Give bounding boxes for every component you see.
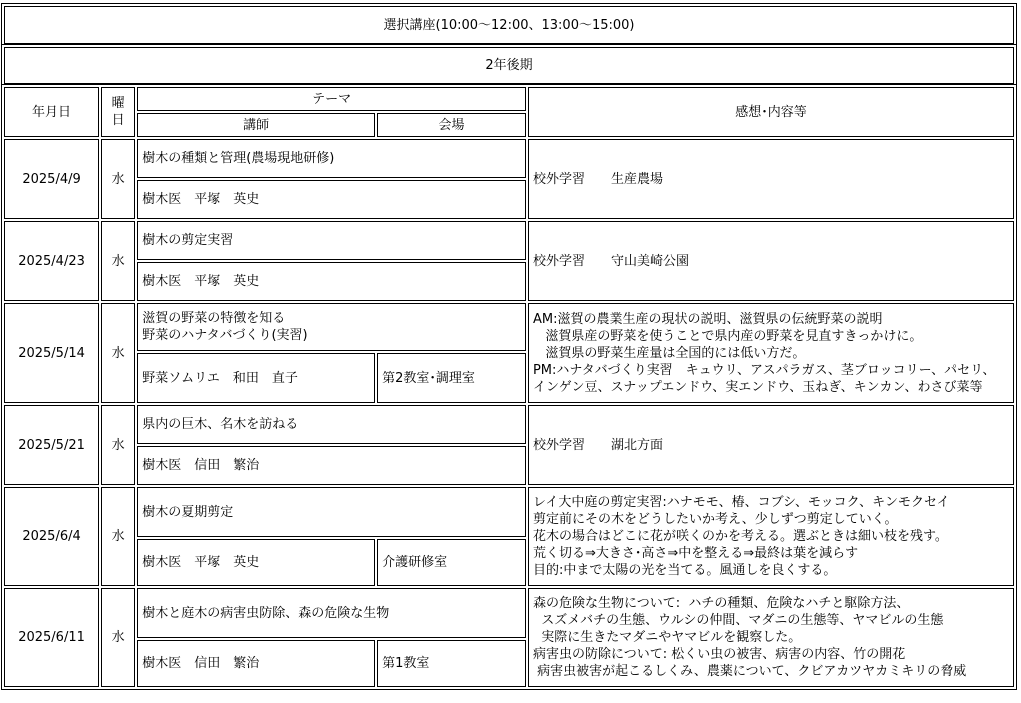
row-date: 2025/5/21 [4,405,99,485]
row-venue: 第1教室 [377,640,526,687]
title-table [1,3,1017,47]
header-theme: テーマ [137,87,526,111]
term-table [1,44,1017,87]
row-day: 水 [101,487,135,586]
row-notes: 校外学習 生産農場 [528,139,1014,219]
row-date: 2025/4/23 [4,221,99,301]
row-theme: 県内の巨木、名木を訪ねる [137,405,526,444]
header-lecturer: 講師 [137,113,375,137]
row-notes: 校外学習 湖北方面 [528,405,1014,485]
row-day: 水 [101,588,135,687]
row-notes: 校外学習 守山美崎公園 [528,221,1014,301]
row-theme: 樹木の種類と管理(農場現地研修) [137,139,526,178]
row-theme: 樹木の剪定実習 [137,221,526,260]
row-day: 水 [101,139,135,219]
table-row [4,588,1014,638]
table-row [4,303,1014,351]
row-lecturer: 樹木医 信田 繁治 [137,446,526,485]
row-lecturer: 野菜ソムリエ 和田 直子 [137,353,375,403]
row-lecturer: 樹木医 平塚 英史 [137,180,526,219]
row-notes: AM:滋賀の農業生産の現状の説明、滋賀県の伝統野菜の説明 滋賀県産の野菜を使うことで県内産の野菜を見直すきっかけに。 滋賀県の野菜生産量は全国的には低い方だ。 PM:ハナタバづくり実習 キュウリ、アスパラガス、茎ブロッコリー、パセリ、 インゲン豆、スナップエンドウ、実エンドウ、玉ねぎ、キンカン、わさび菜等 [528,303,1014,403]
table-row [4,139,1014,178]
row-lecturer: 樹木医 信田 繁治 [137,640,375,687]
header-notes: 感想･内容等 [528,87,1014,137]
row-lecturer: 樹木医 平塚 英史 [137,262,526,301]
row-date: 2025/6/4 [4,487,99,586]
table-row [4,221,1014,260]
row-day: 水 [101,221,135,301]
row-day: 水 [101,405,135,485]
row-date: 2025/6/11 [4,588,99,687]
row-theme: 樹木の夏期剪定 [137,487,526,537]
schedule-table [1,84,1017,690]
table-row [4,487,1014,537]
row-venue: 介護研修室 [377,539,526,586]
row-date: 2025/4/9 [4,139,99,219]
row-date: 2025/5/14 [4,303,99,403]
row-day: 水 [101,303,135,403]
row-venue: 第2教室･調理室 [377,353,526,403]
header-venue: 会場 [377,113,526,137]
row-notes: 森の危険な生物について: ハチの種類、危険なハチと駆除方法、 スズメバチの生態、ウルシの仲間、マダニの生態等、ヤマビルの生態 実際に生きたマダニやヤマビルを観察した。 病害虫の防除について: 松くい虫の被害、病害の内容、竹の開花 病害虫被害が起こるしくみ、農薬について、クビアカツヤカミキリの脅威 [528,588,1014,687]
table-row [4,405,1014,444]
term-label: 2年後期 [4,47,1014,84]
header-date: 年月日 [4,87,99,137]
header-day: 曜日 [101,87,135,137]
header-row [4,87,1014,111]
row-theme: 滋賀の野菜の特徴を知る 野菜のハナタバづくり(実習) [137,303,526,351]
row-notes: レイ大中庭の剪定実習:ハナモモ、椿、コブシ、モッコク、キンモクセイ 剪定前にその木をどうしたいか考え、少しずつ剪定していく。 花木の場合はどこに花が咲くのかを考える。選ぶときは細い枝を残す。 荒く切る⇒大きさ･高さ⇒中を整える⇒最終は葉を減らす 目的:中まで太陽の光を当てる。風通しを良くする。 [528,487,1014,586]
row-theme: 樹木と庭木の病害虫防除、森の危険な生物 [137,588,526,638]
row-lecturer: 樹木医 平塚 英史 [137,539,375,586]
page-title: 選択講座(10:00〜12:00、13:00〜15:00) [4,6,1014,44]
